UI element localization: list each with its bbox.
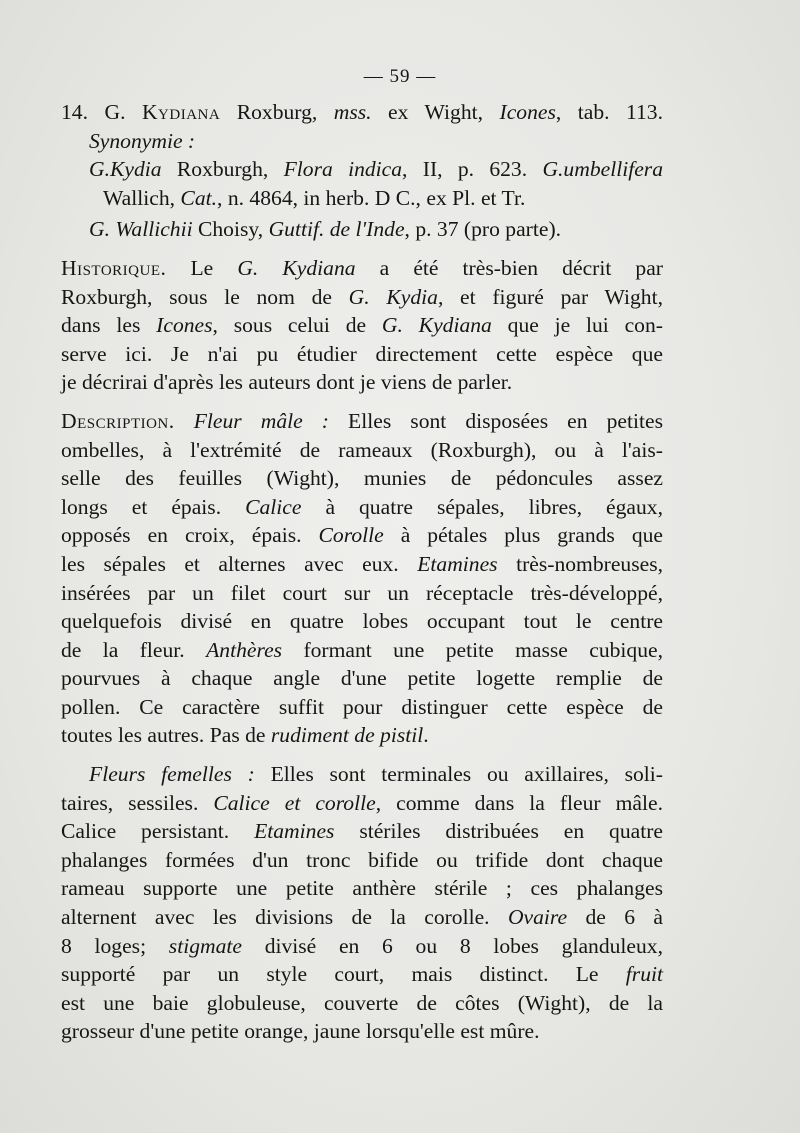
author-name: Roxburg bbox=[220, 100, 312, 124]
organ-term: stigmate bbox=[168, 933, 242, 958]
organ-term: Corolle bbox=[318, 523, 384, 548]
synonym-name: G. Wallichii bbox=[89, 217, 193, 242]
page-number: — 59 — bbox=[363, 66, 437, 87]
organ-term: Calice bbox=[245, 494, 302, 519]
text-run: , comme dans la fleur mâle. bbox=[375, 790, 663, 815]
text-run: à quatre sépales, libres, égaux, bbox=[301, 494, 663, 519]
synonym-name: G.umbellifera bbox=[542, 157, 663, 182]
species-entry bbox=[61, 98, 663, 244]
text-run: très-nombreuses, bbox=[497, 551, 663, 576]
text-line bbox=[61, 407, 663, 436]
text-line bbox=[61, 550, 663, 579]
source-text: ex Wight, bbox=[371, 100, 500, 124]
text-line bbox=[61, 283, 663, 312]
text-line: serve ici. Je n'ai pu étudier directement cette espèce que bbox=[61, 341, 663, 366]
subsection-label: Fleur mâle : bbox=[193, 408, 329, 433]
species-name: G. Kydiana bbox=[381, 313, 492, 338]
text-run: , et figuré par Wight, bbox=[437, 284, 663, 309]
synonym-line bbox=[61, 215, 663, 244]
text-line: grosseur d'une petite orange, jaune lorsqu'elle est mûre. bbox=[61, 1019, 540, 1044]
text-line bbox=[61, 721, 663, 750]
text-run: Roxburgh, sous le nom de bbox=[61, 284, 349, 309]
page-body bbox=[61, 98, 663, 1046]
historique-paragraph bbox=[61, 254, 663, 397]
description-paragraph bbox=[61, 407, 663, 750]
text-line: ombelles, à l'extrémité de rameaux (Roxburgh), ou à l'ais- bbox=[61, 437, 663, 462]
text-line bbox=[61, 817, 663, 846]
text-run: stériles distribuées en quatre bbox=[334, 819, 663, 844]
text-line bbox=[61, 789, 663, 818]
synonymy-heading bbox=[61, 127, 663, 156]
text-run: taires, sessiles. bbox=[61, 790, 214, 815]
section-label: Description. bbox=[61, 408, 175, 433]
text-line: pourvues à chaque angle d'une petite logette remplie de bbox=[61, 666, 663, 691]
text-run bbox=[175, 409, 194, 433]
text-line bbox=[61, 521, 663, 550]
text-run: 8 loges; bbox=[61, 933, 169, 958]
text-line bbox=[61, 903, 663, 932]
text-run: de 6 à bbox=[567, 905, 663, 930]
organ-term: Etamines bbox=[254, 819, 335, 844]
text-line bbox=[61, 932, 663, 961]
species-name: Kydiana bbox=[141, 100, 221, 124]
organ-term: Calice et corolle bbox=[213, 790, 376, 815]
text-run: supporté par un style court, mais distinct. Le bbox=[61, 962, 626, 987]
text-run: Elles sont disposées en petites bbox=[329, 408, 663, 433]
text-run: , sous celui de bbox=[212, 313, 382, 338]
synonym-source: Cat. bbox=[180, 185, 218, 210]
synonym-author: Choisy, bbox=[192, 217, 269, 242]
text-run: les sépales et alternes avec eux. bbox=[61, 551, 418, 576]
text-line bbox=[61, 493, 663, 522]
entry-number: 14. G. bbox=[61, 100, 142, 124]
species-name: G. Kydiana bbox=[237, 255, 356, 280]
text-run: de la fleur. bbox=[61, 637, 207, 662]
text-run: a été très-bien décrit par bbox=[355, 255, 663, 280]
synonym-name: G.Kydia bbox=[89, 157, 162, 182]
text-run: opposés en croix, épais. bbox=[61, 523, 319, 548]
text-line bbox=[61, 636, 663, 665]
synonym-author: Wallich, bbox=[103, 185, 181, 210]
text-line bbox=[61, 311, 663, 340]
entry-title-line bbox=[61, 98, 663, 127]
synonym-ref: , p. 37 (pro parte). bbox=[404, 217, 562, 242]
text-run: divisé en 6 ou 8 lobes glanduleux, bbox=[241, 933, 663, 958]
text-line: pollen. Ce caractère suffit pour distinguer cette espèce de bbox=[61, 694, 663, 719]
text-line bbox=[61, 760, 663, 789]
text-line: je décrirai d'après les auteurs dont je viens de parler. bbox=[61, 370, 513, 395]
text-run: que je lui con- bbox=[491, 313, 663, 338]
source-title: Icones bbox=[156, 313, 213, 338]
species-name: G. Kydia bbox=[348, 284, 438, 309]
text-run: alternent avec les divisions de la corolle. bbox=[61, 905, 508, 930]
organ-term: Anthères bbox=[206, 637, 283, 662]
source-plate: , tab. 113. bbox=[555, 100, 663, 124]
organ-term: Etamines bbox=[417, 551, 498, 576]
synonym-source: Flora indica bbox=[283, 157, 403, 182]
synonym-author: Roxburgh, bbox=[161, 157, 284, 182]
text-run: Le bbox=[166, 255, 238, 280]
text-line: selle des feuilles (Wight), munies de pédoncules assez bbox=[61, 466, 663, 491]
text-run: Calice persistant. bbox=[61, 819, 255, 844]
mss-note: , mss. bbox=[311, 100, 372, 124]
text-line: phalanges formées d'un tronc bifide ou trifide dont chaque bbox=[61, 847, 663, 872]
text-run: longs et épais. bbox=[61, 494, 246, 519]
source-title: Icones bbox=[499, 100, 556, 124]
synonym-source: Guttif. de l'Inde bbox=[268, 217, 405, 242]
synonym-line bbox=[61, 155, 663, 184]
organ-term: Ovaire bbox=[507, 905, 568, 930]
text-line: quelquefois divisé en quatre lobes occupant tout le centre bbox=[61, 609, 663, 634]
text-line: rameau supporte une petite anthère stérile ; ces phalanges bbox=[61, 876, 663, 901]
synonym-ref: , II, p. 623. bbox=[402, 157, 543, 182]
text-run: Elles sont terminales ou axillaires, soli- bbox=[254, 762, 663, 787]
organ-term: fruit bbox=[625, 962, 663, 987]
synonymy-label: Synonymie : bbox=[89, 128, 196, 153]
section-label: Historique. bbox=[61, 255, 167, 280]
text-line: est une baie globuleuse, couverte de côtes (Wight), de la bbox=[61, 990, 663, 1015]
text-run: dans les bbox=[61, 313, 157, 338]
text-run: toutes les autres. Pas de bbox=[61, 723, 271, 748]
text-line: insérées par un filet court sur un réceptacle très-développé, bbox=[61, 580, 663, 605]
text-run: formant une petite masse cubique, bbox=[282, 637, 663, 662]
synonym-ref: , n. 4864, in herb. D C., ex Pl. et Tr. bbox=[217, 185, 526, 210]
synonym-line bbox=[61, 184, 663, 213]
text-run: à pétales plus grands que bbox=[383, 523, 663, 548]
organ-term: rudiment de pistil bbox=[270, 723, 424, 748]
female-flowers-paragraph bbox=[61, 760, 663, 1046]
text-run: . bbox=[423, 723, 429, 748]
text-line bbox=[61, 254, 663, 283]
text-line bbox=[61, 960, 663, 989]
subsection-label: Fleurs femelles : bbox=[89, 762, 255, 787]
